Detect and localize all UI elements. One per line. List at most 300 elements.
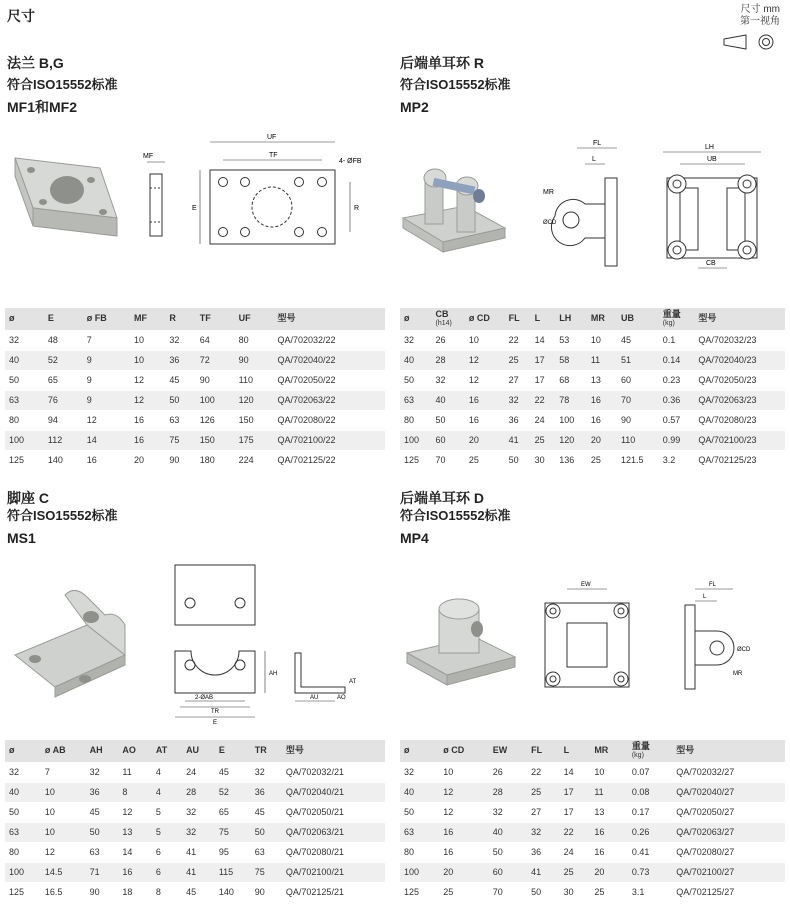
table-row: [400, 450, 785, 470]
column-header: ø: [400, 308, 432, 330]
ub-label: UB: [707, 156, 717, 163]
column-header: FL: [527, 740, 559, 762]
table-cell: 14: [531, 330, 556, 350]
table-cell: 95: [215, 842, 251, 862]
table-cell: 36: [251, 782, 282, 802]
table-cell: QA/702040/22: [273, 350, 385, 370]
table-cell: 17: [531, 370, 556, 390]
table-cell: 112: [44, 430, 83, 450]
table-row: [5, 430, 385, 450]
table-cell: 41: [527, 862, 559, 882]
table-cell: QA/702050/23: [694, 370, 785, 390]
table-cell: 16: [590, 822, 628, 842]
table-cell: 25: [587, 450, 617, 470]
table-row: [5, 782, 385, 802]
table-cell: QA/702100/23: [694, 430, 785, 450]
table-row: [5, 822, 385, 842]
table-cell: QA/702125/22: [273, 450, 385, 470]
table-cell: 78: [555, 390, 587, 410]
table-cell: 40: [5, 782, 41, 802]
table-cell: 63: [400, 822, 439, 842]
table-cell: 150: [196, 430, 235, 450]
table-row: [5, 882, 385, 902]
table-cell: 28: [182, 782, 215, 802]
table-cell: 80: [400, 410, 432, 430]
table-cell: 80: [5, 842, 41, 862]
table-cell: 10: [590, 762, 628, 782]
table-cell: 100: [400, 430, 432, 450]
table-cell: QA/702050/27: [672, 802, 785, 822]
column-header: MF: [130, 308, 165, 330]
table-cell: 100: [5, 430, 44, 450]
table-cell: 40: [489, 822, 527, 842]
table-cell: 32: [165, 330, 195, 350]
table-cell: 24: [560, 842, 591, 862]
table-cell: 121.5: [617, 450, 659, 470]
table-cell: 25: [527, 782, 559, 802]
table-cell: 80: [400, 842, 439, 862]
table-cell: 32: [5, 330, 44, 350]
column-header: EW: [489, 740, 527, 762]
table-cell: 0.23: [659, 370, 695, 390]
table-cell: 10: [439, 762, 488, 782]
at-label: AT: [349, 679, 357, 685]
table-cell: 224: [235, 450, 274, 470]
column-header: AU: [182, 740, 215, 762]
table-cell: 16: [118, 862, 152, 882]
table-cell: 90: [196, 370, 235, 390]
table-cell: 25: [531, 430, 556, 450]
flange-heading: [7, 52, 118, 118]
rear-eye-model: MP4: [400, 530, 429, 546]
table-row: [5, 762, 385, 782]
table-cell: 90: [86, 882, 119, 902]
table-cell: 16: [83, 450, 130, 470]
column-header: 型号: [273, 308, 385, 330]
table-cell: 12: [130, 390, 165, 410]
table-cell: 10: [465, 330, 505, 350]
table-cell: 17: [560, 782, 591, 802]
flange-table: [5, 308, 385, 470]
table-cell: 0.57: [659, 410, 695, 430]
column-header: UB: [617, 308, 659, 330]
table-row: [5, 842, 385, 862]
table-row: [5, 350, 385, 370]
table-cell: 0.07: [628, 762, 672, 782]
column-header: TR: [251, 740, 282, 762]
table-cell: 58: [555, 350, 587, 370]
first-angle-projection-icon: [720, 32, 780, 52]
table-cell: 13: [118, 822, 152, 842]
table-cell: 28: [432, 350, 465, 370]
foot-title: 脚座 C: [7, 490, 49, 506]
table-cell: 100: [400, 862, 439, 882]
table-cell: 0.99: [659, 430, 695, 450]
table-cell: 7: [41, 762, 86, 782]
table-cell: 10: [130, 350, 165, 370]
table-cell: 50: [527, 882, 559, 902]
table-cell: 100: [196, 390, 235, 410]
table-cell: 24: [182, 762, 215, 782]
column-header: L: [560, 740, 591, 762]
foot-model: MS1: [7, 530, 36, 546]
column-header: 型号: [694, 308, 785, 330]
column-header: 重量 (kg): [659, 308, 695, 330]
table-row: [400, 782, 785, 802]
table-cell: 0.73: [628, 862, 672, 882]
table-cell: 60: [432, 430, 465, 450]
table-cell: 125: [5, 450, 44, 470]
table-cell: 140: [215, 882, 251, 902]
table-cell: 120: [555, 430, 587, 450]
e-label: E: [192, 205, 197, 212]
table-row: [400, 862, 785, 882]
table-cell: 5: [152, 822, 182, 842]
table-cell: 70: [489, 882, 527, 902]
rear-eye-subtitle: 符合ISO15552标准: [400, 508, 511, 523]
table-cell: 32: [489, 802, 527, 822]
column-header: ø AB: [41, 740, 86, 762]
table-cell: 16.5: [41, 882, 86, 902]
table-cell: QA/702063/23: [694, 390, 785, 410]
table-cell: 12: [83, 410, 130, 430]
table-row: [400, 350, 785, 370]
table-cell: 14: [560, 762, 591, 782]
table-cell: QA/702050/22: [273, 370, 385, 390]
uf-label: UF: [267, 134, 277, 141]
table-cell: 52: [44, 350, 83, 370]
table-row: [5, 410, 385, 430]
table-cell: 0.14: [659, 350, 695, 370]
table-cell: 10: [41, 782, 86, 802]
table-cell: 32: [5, 762, 41, 782]
table-cell: 90: [617, 410, 659, 430]
column-header-unit: (h14): [435, 319, 452, 327]
column-header: E: [44, 308, 83, 330]
table-cell: 41: [505, 430, 531, 450]
table-cell: 150: [235, 410, 274, 430]
table-cell: 50: [489, 842, 527, 862]
table-cell: QA/702100/21: [282, 862, 385, 882]
table-cell: 13: [590, 802, 628, 822]
table-cell: 11: [118, 762, 152, 782]
table-cell: QA/702063/21: [282, 822, 385, 842]
column-header: LH: [555, 308, 587, 330]
table-cell: 30: [560, 882, 591, 902]
table-cell: 25: [465, 450, 505, 470]
rear-clevis-title: 后端单耳环 R: [400, 55, 484, 71]
ab-label: 2-ØAB: [195, 695, 214, 701]
table-cell: 68: [555, 370, 587, 390]
table-cell: 75: [215, 822, 251, 842]
table-row: [5, 802, 385, 822]
table-cell: 12: [439, 782, 488, 802]
table-cell: 20: [587, 430, 617, 450]
ew-label: EW: [581, 582, 591, 588]
table-row: [400, 842, 785, 862]
table-cell: 25: [560, 862, 591, 882]
table-cell: 45: [86, 802, 119, 822]
foot-table: [5, 740, 385, 902]
table-cell: 6: [152, 862, 182, 882]
table-cell: 7: [83, 330, 130, 350]
table-cell: 18: [118, 882, 152, 902]
table-cell: QA/702063/27: [672, 822, 785, 842]
rear-eye-title: 后端单耳环 D: [400, 490, 484, 506]
eye-fl-label: FL: [709, 582, 717, 588]
table-cell: 4: [152, 782, 182, 802]
column-header: AT: [152, 740, 182, 762]
table-cell: 9: [83, 350, 130, 370]
table-cell: 72: [196, 350, 235, 370]
table-cell: 10: [41, 802, 86, 822]
table-row: [400, 410, 785, 430]
table-cell: 25: [439, 882, 488, 902]
column-header: L: [531, 308, 556, 330]
table-cell: 16: [465, 390, 505, 410]
table-cell: 25: [590, 882, 628, 902]
tf-label: TF: [269, 152, 278, 159]
table-row: [5, 370, 385, 390]
fb-label: 4- ØFB: [339, 158, 362, 165]
column-header: TF: [196, 308, 235, 330]
rear-clevis-subtitle: 符合ISO15552标准: [400, 77, 511, 92]
lh-label: LH: [705, 144, 714, 151]
table-cell: 36: [165, 350, 195, 370]
table-cell: 63: [400, 390, 432, 410]
table-cell: 22: [531, 390, 556, 410]
table-cell: 0.26: [628, 822, 672, 842]
column-header: MR: [590, 740, 628, 762]
table-cell: 32: [505, 390, 531, 410]
rear-eye-drawing: [395, 575, 780, 705]
table-cell: QA/702040/27: [672, 782, 785, 802]
table-cell: 63: [5, 390, 44, 410]
table-cell: 76: [44, 390, 83, 410]
table-cell: 32: [86, 762, 119, 782]
au-label: AU: [310, 695, 319, 701]
column-header: ø: [400, 740, 439, 762]
column-header: FL: [505, 308, 531, 330]
mr-label: MR: [543, 189, 554, 196]
table-cell: 0.41: [628, 842, 672, 862]
table-cell: 125: [400, 882, 439, 902]
table-cell: 48: [44, 330, 83, 350]
table-cell: 4: [152, 762, 182, 782]
table-cell: 45: [251, 802, 282, 822]
table-cell: QA/702050/21: [282, 802, 385, 822]
table-row: [400, 430, 785, 450]
table-cell: 32: [432, 370, 465, 390]
table-cell: 22: [527, 762, 559, 782]
table-cell: 45: [617, 330, 659, 350]
l-label: L: [592, 156, 596, 163]
table-cell: 10: [41, 822, 86, 842]
flange-3d-icon: [15, 158, 117, 236]
ao-label: AO: [337, 695, 346, 701]
table-cell: 27: [527, 802, 559, 822]
table-cell: 22: [505, 330, 531, 350]
table-cell: 45: [215, 762, 251, 782]
column-header: ø: [5, 308, 44, 330]
foot-heading: [7, 487, 118, 549]
table-cell: 32: [251, 762, 282, 782]
table-row: [400, 762, 785, 782]
table-cell: 24: [531, 410, 556, 430]
table-cell: 75: [251, 862, 282, 882]
rear-clevis-heading: [400, 52, 511, 118]
table-row: [400, 390, 785, 410]
table-cell: 126: [196, 410, 235, 430]
units-note: [720, 4, 780, 52]
table-cell: 20: [590, 862, 628, 882]
table-cell: 26: [432, 330, 465, 350]
rear-clevis-model: MP2: [400, 99, 429, 115]
ah-label: AH: [269, 671, 278, 677]
rear-clevis-3d-icon: [403, 169, 505, 252]
table-cell: 11: [590, 782, 628, 802]
table-cell: 11: [587, 350, 617, 370]
table-cell: 16: [590, 842, 628, 862]
table-row: [400, 370, 785, 390]
table-cell: 40: [400, 782, 439, 802]
table-cell: 0.17: [628, 802, 672, 822]
foot-e-label: E: [213, 720, 218, 725]
page-title: 尺寸: [7, 8, 35, 24]
column-header: AO: [118, 740, 152, 762]
column-header: E: [215, 740, 251, 762]
table-cell: 12: [41, 842, 86, 862]
table-cell: 14: [83, 430, 130, 450]
column-header-unit: (kg): [631, 751, 644, 759]
table-cell: 50: [5, 370, 44, 390]
table-cell: 16: [439, 822, 488, 842]
table-cell: 12: [130, 370, 165, 390]
table-cell: QA/702100/22: [273, 430, 385, 450]
table-cell: 90: [251, 882, 282, 902]
flange-model: MF1和MF2: [7, 99, 77, 115]
table-cell: 16: [587, 410, 617, 430]
rear-eye-table: [400, 740, 785, 902]
table-cell: QA/702125/23: [694, 450, 785, 470]
table-cell: 50: [432, 410, 465, 430]
table-cell: QA/702063/22: [273, 390, 385, 410]
table-cell: 94: [44, 410, 83, 430]
table-cell: 110: [235, 370, 274, 390]
column-header: MR: [587, 308, 617, 330]
foot-drawing: [5, 555, 385, 725]
table-cell: 110: [617, 430, 659, 450]
table-cell: 115: [215, 862, 251, 882]
table-cell: 120: [235, 390, 274, 410]
table-cell: 22: [560, 822, 591, 842]
table-cell: 36: [505, 410, 531, 430]
table-cell: QA/702032/23: [694, 330, 785, 350]
table-cell: 3.1: [628, 882, 672, 902]
table-cell: 3.2: [659, 450, 695, 470]
table-cell: 9: [83, 370, 130, 390]
table-cell: 136: [555, 450, 587, 470]
foot-3d-icon: [15, 590, 125, 697]
tr-label: TR: [211, 709, 219, 715]
table-cell: 20: [465, 430, 505, 450]
column-header: CB (h14): [432, 308, 465, 330]
table-cell: 50: [505, 450, 531, 470]
table-cell: 25: [505, 350, 531, 370]
table-cell: 27: [505, 370, 531, 390]
table-cell: QA/702100/27: [672, 862, 785, 882]
table-cell: 13: [587, 370, 617, 390]
table-cell: 75: [165, 430, 195, 450]
column-header-unit: (kg): [662, 319, 675, 327]
table-cell: QA/702080/27: [672, 842, 785, 862]
table-cell: 63: [251, 842, 282, 862]
projection-line: 第一视角: [740, 16, 780, 27]
table-row: [5, 862, 385, 882]
table-cell: 50: [251, 822, 282, 842]
column-header: UF: [235, 308, 274, 330]
eye-l-label: L: [703, 594, 707, 600]
flange-drawing: [5, 128, 385, 268]
table-cell: 71: [86, 862, 119, 882]
table-cell: 40: [400, 350, 432, 370]
column-header: ø: [5, 740, 41, 762]
table-cell: 16: [130, 430, 165, 450]
flange-title: 法兰 B,G: [7, 55, 64, 71]
table-cell: QA/702040/21: [282, 782, 385, 802]
column-header: 型号: [282, 740, 385, 762]
table-cell: 12: [118, 802, 152, 822]
fl-label: FL: [593, 140, 602, 147]
table-cell: 60: [489, 862, 527, 882]
table-cell: 100: [555, 410, 587, 430]
table-cell: 125: [5, 882, 41, 902]
table-cell: 50: [400, 802, 439, 822]
rear-clevis-drawing: [395, 128, 780, 273]
table-cell: 90: [165, 450, 195, 470]
rear-eye-heading: [400, 487, 511, 549]
column-header: R: [165, 308, 195, 330]
table-cell: 20: [439, 862, 488, 882]
column-header: ø CD: [465, 308, 505, 330]
table-cell: QA/702125/21: [282, 882, 385, 902]
table-cell: 60: [617, 370, 659, 390]
mf-label: MF: [143, 153, 154, 160]
column-header: ø CD: [439, 740, 488, 762]
column-header: 重量 (kg): [628, 740, 672, 762]
table-row: [400, 330, 785, 350]
table-cell: 125: [400, 450, 432, 470]
table-cell: 51: [617, 350, 659, 370]
table-cell: 10: [587, 330, 617, 350]
table-cell: 64: [196, 330, 235, 350]
eye-mr-label: MR: [733, 671, 743, 677]
foot-subtitle: 符合ISO15552标准: [7, 508, 118, 523]
eye-cd-label: ØCD: [737, 647, 751, 653]
table-cell: 20: [130, 450, 165, 470]
table-cell: 100: [5, 862, 41, 882]
table-row: [5, 390, 385, 410]
table-cell: 12: [439, 802, 488, 822]
table-cell: 6: [152, 842, 182, 862]
table-cell: 41: [182, 862, 215, 882]
table-row: [400, 802, 785, 822]
rear-clevis-table: [400, 308, 785, 470]
table-cell: 12: [465, 350, 505, 370]
table-cell: 36: [86, 782, 119, 802]
table-cell: 28: [489, 782, 527, 802]
table-cell: 50: [5, 802, 41, 822]
